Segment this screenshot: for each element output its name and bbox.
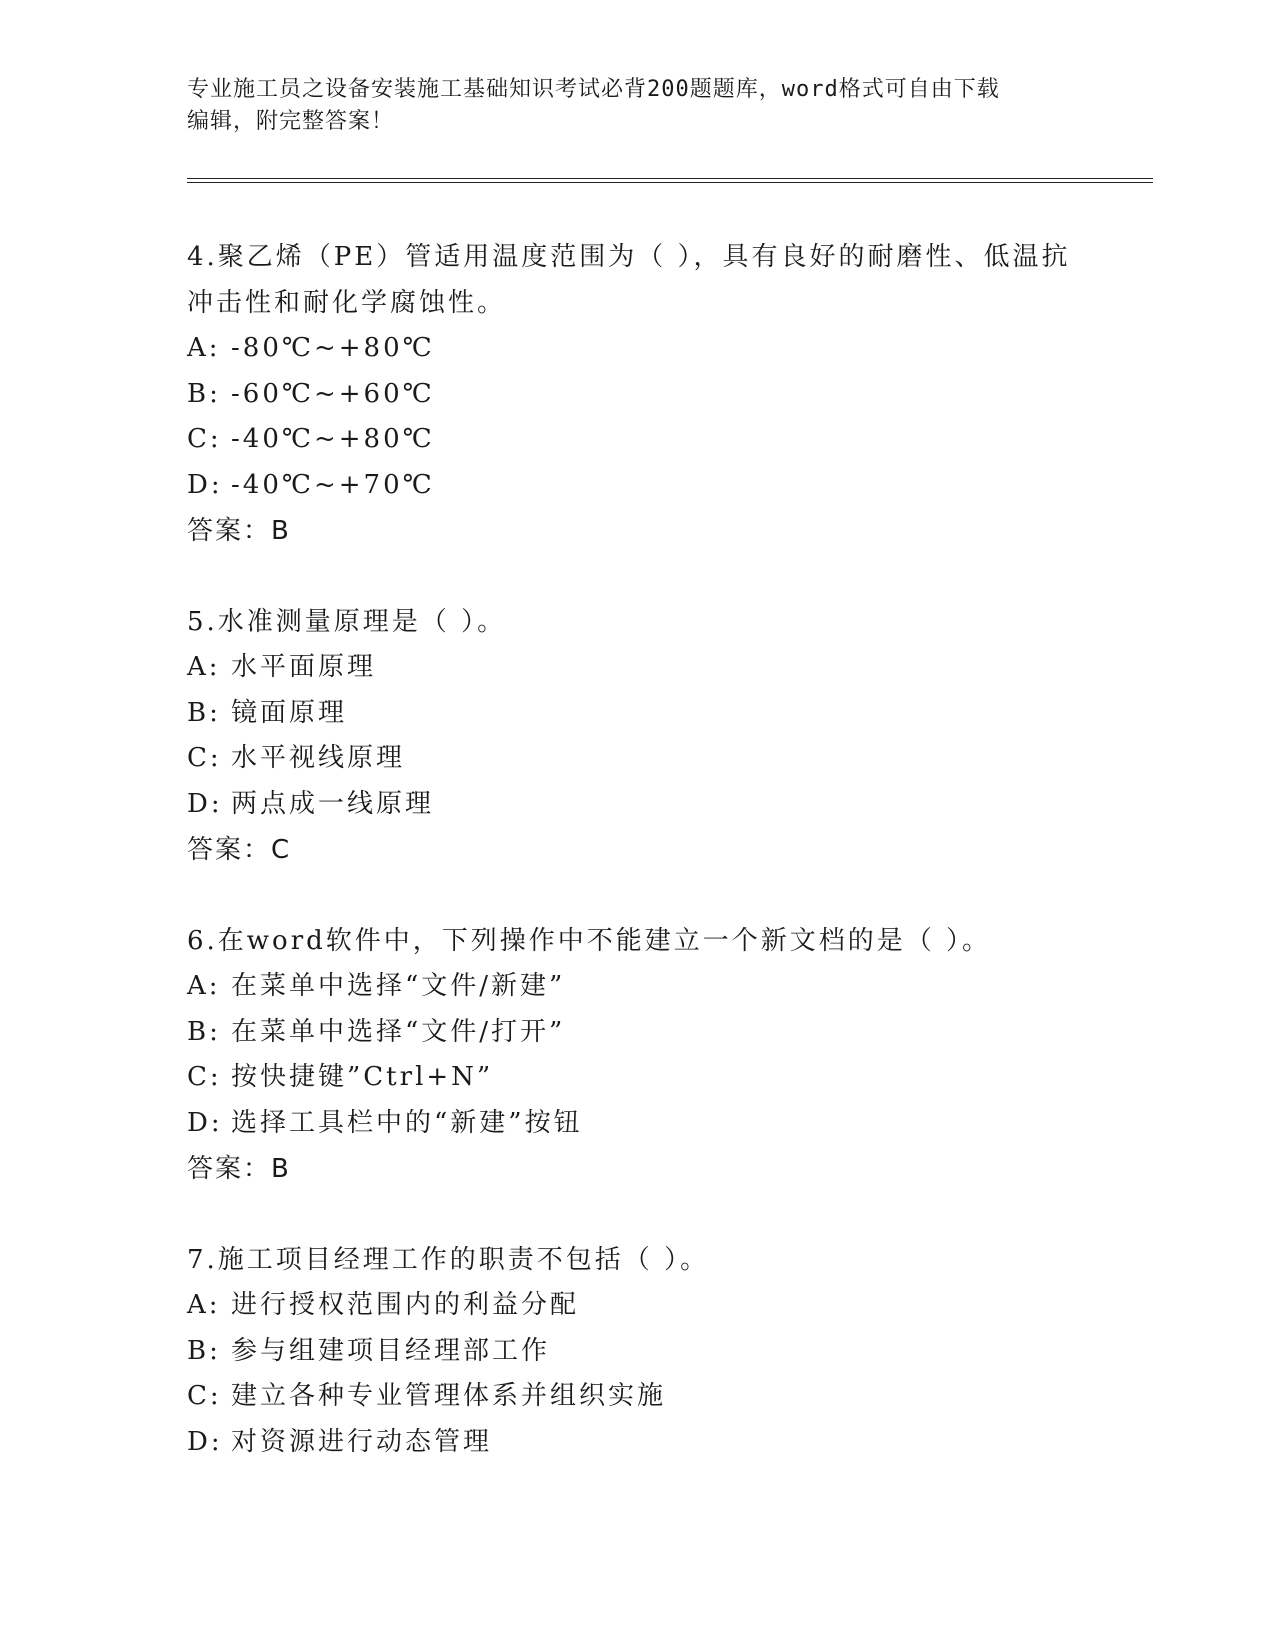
option-letter: D: [187,788,223,819]
option-letter: A: [187,971,221,1001]
option-letter: C: [187,424,222,454]
option-letter: C: [187,1062,222,1092]
option-b [187,691,1087,737]
header-divider-top [187,178,1153,179]
question-6 [187,918,1087,1192]
option-text: 建立各种专业管理体系并组织实施 [231,1381,667,1411]
option-text: 对资源进行动态管理 [231,1426,493,1457]
question-4 [187,234,1087,554]
answer-line: 答案：B [187,1154,291,1184]
option-d [187,1101,1087,1147]
option-letter: D: [187,1107,223,1138]
answer-line: 答案：B [187,516,291,546]
option-letter: A: [187,652,221,682]
question-7 [187,1237,1087,1465]
option-text: -60℃~+60℃ [231,378,435,409]
option-letter: C: [187,743,222,773]
question-stem: 7.施工项目经理工作的职责不包括（ ）。 [187,1245,710,1275]
option-letter: A: [187,333,221,363]
question-5 [187,599,1087,873]
option-d [187,782,1087,828]
option-b [187,372,1087,418]
option-text: 进行授权范围内的利益分配 [231,1290,580,1320]
header-divider-bottom [187,182,1153,183]
option-c [187,1055,1087,1101]
option-letter: C: [187,1381,222,1411]
option-letter: B: [187,697,221,728]
option-text: -80℃~+80℃ [231,333,435,363]
option-text: 按快捷键”Ctrl+N” [231,1062,494,1092]
option-c [187,736,1087,782]
option-letter: A: [187,1290,221,1320]
option-text: 在菜单中选择“文件/新建” [231,971,566,1001]
question-stem: 5.水准测量原理是（ ）。 [187,607,507,637]
option-letter: B: [187,378,221,409]
header-line-2: 编辑，附完整答案！ [187,109,395,134]
option-a [187,645,1087,691]
question-stem: 6.在word软件中，下列操作中不能建立一个新文档的是（ ）。 [187,926,992,956]
option-a [187,1283,1087,1329]
option-text: -40℃~+80℃ [231,424,435,454]
option-b [187,1010,1087,1056]
option-b [187,1329,1087,1375]
question-list [187,234,1087,1510]
option-text: 在菜单中选择“文件/打开” [231,1016,566,1047]
option-text: 水平面原理 [231,652,377,682]
option-c [187,417,1087,463]
option-d [187,1420,1087,1466]
option-text: 两点成一线原理 [231,788,435,819]
option-a [187,964,1087,1010]
option-letter: D: [187,469,223,500]
option-letter: B: [187,1335,221,1366]
option-letter: B: [187,1016,221,1047]
question-stem: 4.聚乙烯（PE）管适用温度范围为（ ），具有良好的耐磨性、低温抗冲击性和耐化学腐蚀性。 [187,242,1071,318]
option-a [187,326,1087,372]
option-text: 镜面原理 [231,697,348,728]
document-header [187,74,1067,138]
option-d [187,463,1087,509]
answer-line: 答案：C [187,835,292,865]
option-letter: D: [187,1426,223,1457]
header-line-1: 专业施工员之设备安装施工基础知识考试必背200题题库，word格式可自由下载 [187,77,1000,102]
option-text: 参与组建项目经理部工作 [231,1335,551,1366]
option-text: -40℃~+70℃ [231,469,435,500]
option-text: 选择工具栏中的“新建”按钮 [231,1107,583,1138]
option-c [187,1374,1087,1420]
option-text: 水平视线原理 [231,743,406,773]
